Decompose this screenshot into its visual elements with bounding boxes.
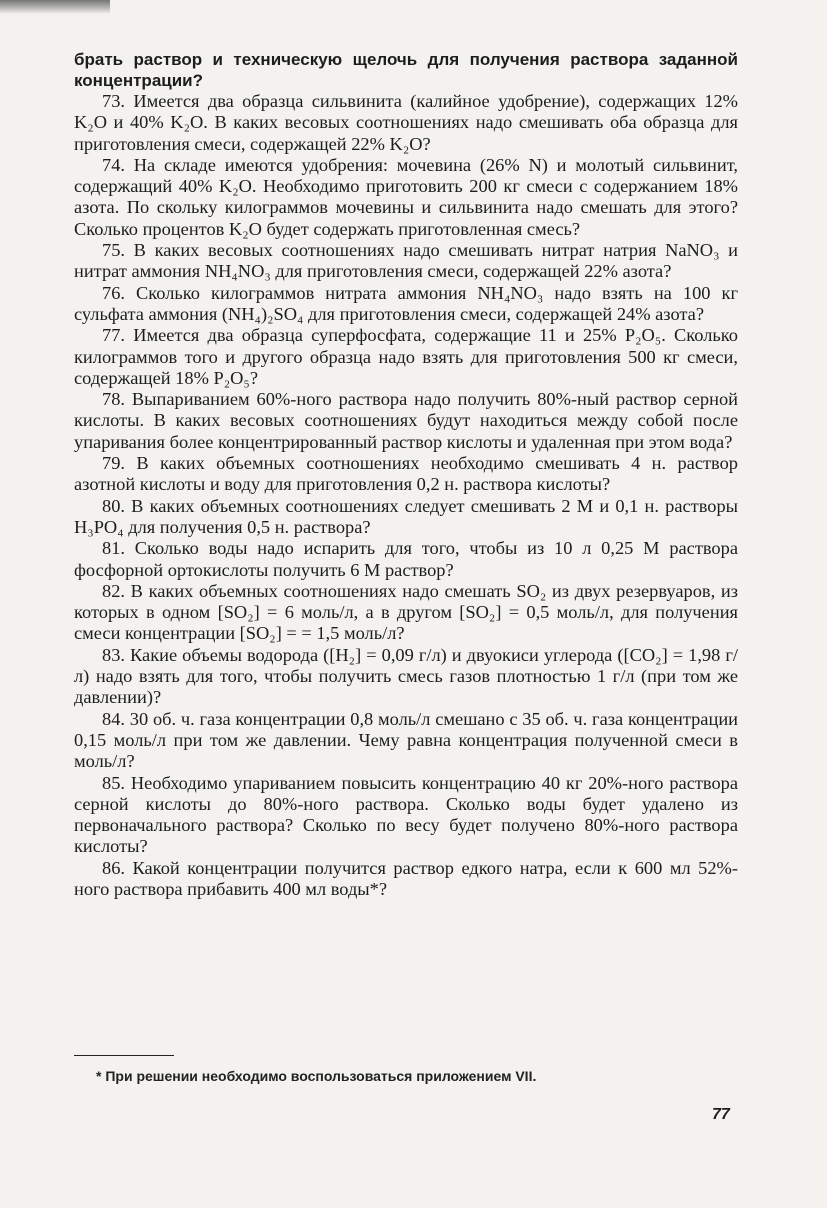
problem-76: 76. Сколько килограммов нитрата аммония NH₄NO₃ надо взять на 100 кг сульфата аммония (NH₄)₂SO₄ для приготовления смеси, содержащей 24% азота? <box>74 282 738 324</box>
problem-84: 84. 30 об. ч. газа концентрации 0,8 моль/л смешано с 35 об. ч. газа концентрации 0,15 моль/л при том же давлении. Чему равна концентрация полученной смеси в моль/л? <box>74 708 738 772</box>
page-number: 77 <box>712 1106 730 1123</box>
page-body <box>74 50 738 900</box>
scan-edge-shadow <box>0 0 110 14</box>
paragraph-continuation: брать раствор и техническую щелочь для получения раствора заданной концентрации? <box>74 50 738 90</box>
problem-82: 82. В каких объемных соотношениях надо смешать SO₂ из двух резервуаров, из которых в одном [SO₂] = 6 моль/л, а в другом [SO₂] = 0,5 моль/л, для получения смеси концентрации [SO₂] = = 1,5 моль/л? <box>74 580 738 644</box>
problem-73: 73. Имеется два образца сильвинита (калийное удобрение), содержащих 12% K₂O и 40% K₂O. В каких весовых соотношениях надо смешивать оба образца для приготовления смеси, содержащей 22% K₂O? <box>74 91 738 154</box>
problem-83: 83. Какие объемы водорода ([H₂] = 0,09 г/л) и двуокиси углерода ([CO₂] = 1,98 г/л) надо взять для того, чтобы получить смесь газов плотностью 1 г/л (при том же давлении)? <box>74 644 738 708</box>
problem-85: 85. Необходимо упариванием повысить концентрацию 40 кг 20%-ного раствора серной кислоты до 80%-ного раствора. Сколько воды будет удалено из первоначального раствора? Сколько по весу будет получено 80%-ного раствора кислоты? <box>74 772 738 857</box>
problem-74: 74. На складе имеются удобрения: мочевина (26% N) и молотый сильвинит, содержащий 40% K₂O. Необходимо приготовить 200 кг смеси с содержанием 18% азота. По скольку килограммов мочевины и сильвинита надо смешать для этого? Сколько процентов K₂O будет содержать приготовленная смесь? <box>74 154 738 239</box>
footnote-divider <box>74 1055 174 1056</box>
footnote: * При решении необходимо воспользоваться приложением VII. <box>96 1068 537 1084</box>
problem-77: 77. Имеется два образца суперфосфата, содержащие 11 и 25% P₂O₅. Сколько килограммов того и другого образца надо взять для приготовления 500 кг смеси, содержащей 18% P₂O₅? <box>74 325 738 388</box>
problem-79: 79. В каких объемных соотношениях необходимо смешивать 4 н. раствор азотной кислоты и воду для приготовления 0,2 н. раствора кислоты? <box>74 453 738 495</box>
problem-75: 75. В каких весовых соотношениях надо смешивать нитрат натрия NaNO₃ и нитрат аммония NH₄NO₃ для приготовления смеси, содержащей 22% азота? <box>74 240 738 282</box>
problem-86: 86. Какой концентрации получится раствор едкого натра, если к 600 мл 52%-ного раствора прибавить 400 мл воды*? <box>74 857 738 899</box>
problem-80: 80. В каких объемных соотношениях следует смешивать 2 M и 0,1 н. растворы H₃PO₄ для получения 0,5 н. раствора? <box>74 495 738 537</box>
problem-78: 78. Выпариванием 60%-ного раствора надо получить 80%-ный раствор серной кислоты. В каких весовых соотношениях будут находиться между собой после упаривания более концентрированный раствор кислоты и удаленная при этом вода? <box>74 389 738 452</box>
problem-81: 81. Сколько воды надо испарить для того, чтобы из 10 л 0,25 M раствора фосфорной ортокислоты получить 6 M раствор? <box>74 538 738 580</box>
